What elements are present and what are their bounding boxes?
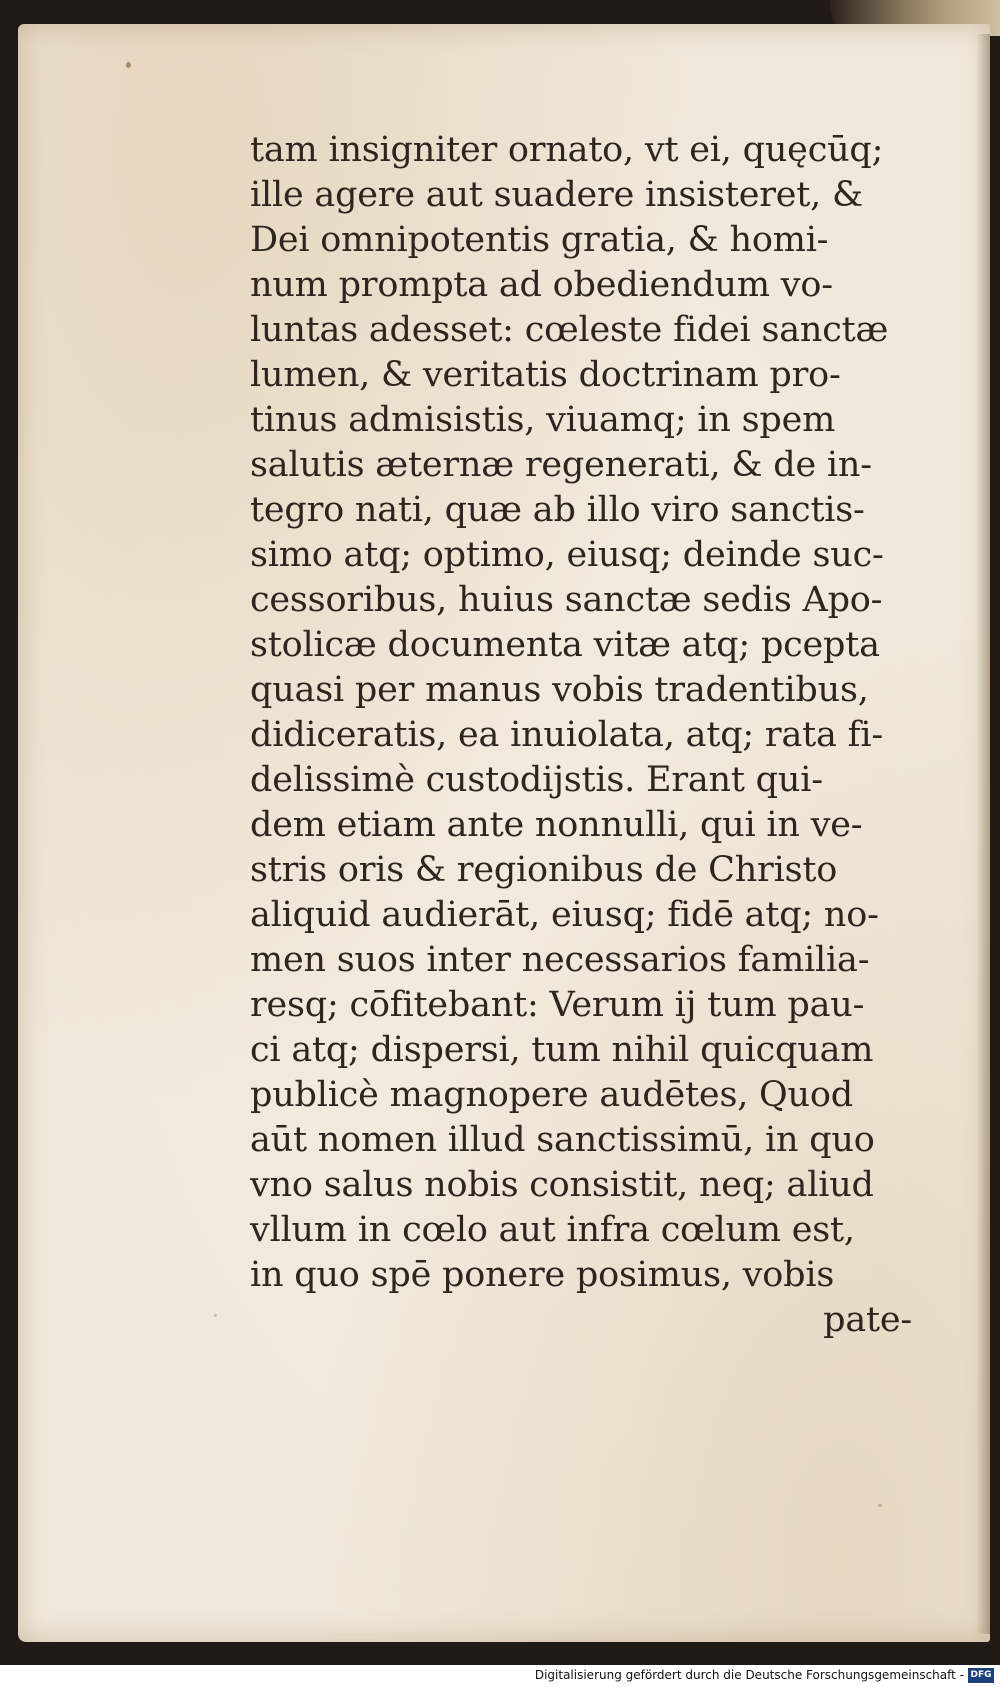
text-line: tam insigniter ornato, vt ei, quęcūq; bbox=[250, 130, 884, 170]
text-line: delissimè custodijstis. Erant qui- bbox=[250, 760, 823, 800]
text-line: didiceratis, ea inuiolata, atq; rata fi- bbox=[250, 715, 883, 755]
text-line: aliquid audierāt, eiusq; fidē atq; no- bbox=[250, 895, 879, 935]
text-line: publicè magnopere audētes, Quod bbox=[250, 1075, 853, 1115]
text-line: stris oris & regionibus de Christo bbox=[250, 850, 838, 890]
text-line: vno salus nobis consistit, neq; aliud bbox=[250, 1165, 874, 1205]
page-edge-shadow bbox=[976, 34, 990, 1634]
paper-speck bbox=[878, 1504, 882, 1507]
text-line: dem etiam ante nonnulli, qui in ve- bbox=[250, 805, 863, 845]
text-line: ci atq; dispersi, tum nihil quicquam bbox=[250, 1030, 874, 1070]
text-line: ille agere aut suadere insisteret, & bbox=[250, 175, 863, 215]
text-line: tinus admisistis, viuamq; in spem bbox=[250, 400, 836, 440]
text-line: tegro nati, quæ ab illo viro sanctis- bbox=[250, 490, 865, 530]
page-text-block bbox=[250, 128, 930, 1343]
paper-speck bbox=[126, 62, 131, 68]
text-line: salutis æternæ regenerati, & de in- bbox=[250, 445, 872, 485]
funding-credit: Digitalisierung gefördert durch die Deutsche Forschungsgemeinschaft - bbox=[534, 1668, 964, 1682]
text-line: quasi per manus vobis tradentibus, bbox=[250, 670, 869, 710]
text-line: vllum in cœlo aut infra cœlum est, bbox=[250, 1210, 855, 1250]
text-line: Dei omnipotentis gratia, & homi- bbox=[250, 220, 829, 260]
text-line: num prompta ad obediendum vo- bbox=[250, 265, 833, 305]
paper-speck bbox=[214, 1314, 217, 1317]
catchword: pate- bbox=[823, 1300, 912, 1340]
dfg-logo: DFG bbox=[968, 1668, 994, 1683]
text-line: luntas adesset: cœleste fidei sanctæ bbox=[250, 310, 889, 350]
text-line: resq; cōfitebant: Verum ij tum pau- bbox=[250, 985, 865, 1025]
text-line: lumen, & veritatis doctrinam pro- bbox=[250, 355, 841, 395]
text-line: stolicæ documenta vitæ atq; pcepta bbox=[250, 625, 880, 665]
text-line: men suos inter necessarios familia- bbox=[250, 940, 870, 980]
footer-bar bbox=[0, 1665, 1000, 1687]
text-line: cessoribus, huius sanctæ sedis Apo- bbox=[250, 580, 883, 620]
text-line: simo atq; optimo, eiusq; deinde suc- bbox=[250, 535, 884, 575]
text-line: in quo spē ponere posimus, vobis bbox=[250, 1255, 835, 1295]
text-line: aūt nomen illud sanctissimū, in quo bbox=[250, 1120, 875, 1160]
